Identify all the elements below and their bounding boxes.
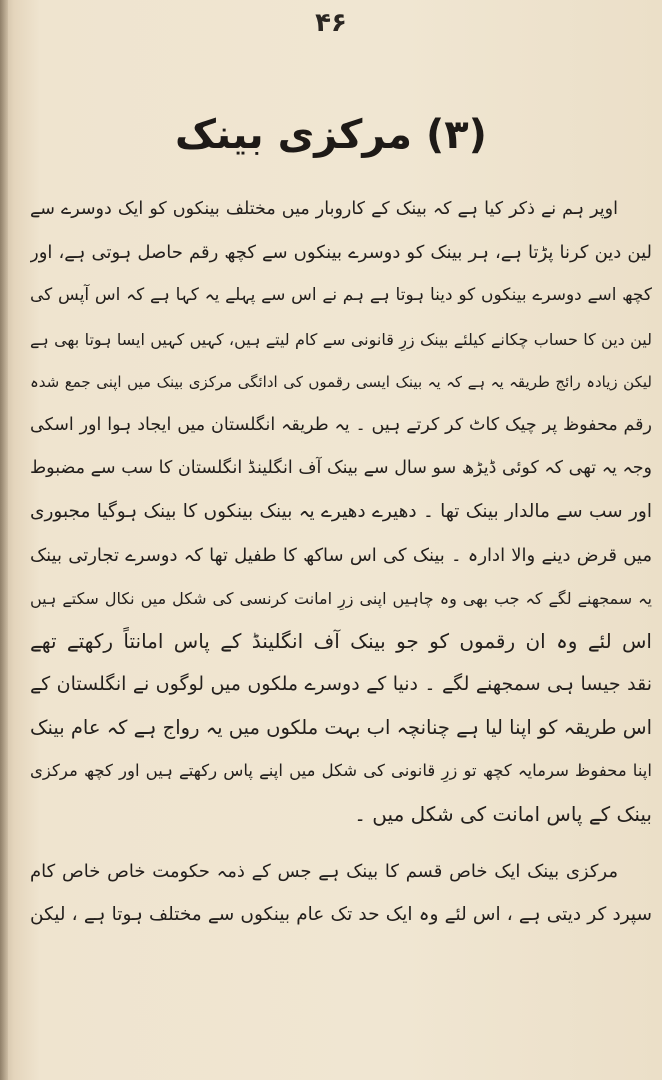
chapter-title: (۳) مرکزی بینک — [175, 112, 487, 158]
text-line: نقد جیسا ہی سمجھنے لگے ۔ دنیا کے دوسرے ملکوں میں لوگوں نے انگلستان کے — [30, 673, 652, 696]
text-line: میں قرض دینے والا ادارہ ۔ بینک کی اس ساکھ کا طفیل تھا کہ دوسرے تجارتی بینک — [30, 544, 652, 566]
text-line: سپرد کر دیتی ہے ، اس لئے وہ ایک حد تک عام بینکوں سے مختلف ہوتا ہے ، لیکن — [30, 904, 652, 925]
body-text — [30, 188, 652, 936]
text-line: لیکن زیادہ رائج طریقہ یہ ہے کہ یہ بینک ایسی رقموں کی ادائگی مرکزی بینک میں اپنی جمع شدہ — [30, 372, 652, 391]
text-line: لین دین کا حساب چکانے کیلئے بینک زرِ قانونی سے کام لیتے ہیں، کہیں کہیں ایسا ہوتا بھی ہے — [30, 329, 652, 349]
text-line: اس لئے وہ ان رقموں کو جو بینک آف انگلینڈ کے پاس امانتاً رکھتے تھے — [30, 628, 652, 653]
text-line: اوپر ہم نے ذکر کیا ہے کہ بینک کے کاروبار میں مختلف بینکوں کو ایک دوسرے سے — [30, 199, 618, 219]
text-line: لین دین کرنا پڑتا ہے، ہر بینک کو دوسرے بینکوں سے کچھ رقم حاصل ہوتی ہے، اور — [30, 242, 652, 264]
text-line: بینک کے پاس امانت کی شکل میں ۔ — [354, 801, 652, 826]
text-line: کچھ اسے دوسرے بینکوں کو دینا ہوتا ہے ہم نے اس سے پہلے یہ کہا ہے کہ اس آپس کی — [30, 285, 652, 306]
page-spine-shadow — [0, 0, 8, 1080]
paragraph — [30, 188, 652, 836]
text-line: رقم محفوظ پر چیک کاٹ کر کرتے ہیں ۔ یہ طریقہ انگلستان میں ایجاد ہوا اور اسکی — [30, 414, 652, 435]
text-line: اپنا محفوظ سرمایہ کچھ تو زرِ قانونی کی شکل میں اپنے پاس رکھتے ہیں اور کچھ مرکزی — [30, 761, 652, 781]
text-line: یہ سمجھنے لگے کہ جب بھی وہ چاہیں اپنی زرِ امانت کرنسی کی شکل میں نکال سکتے ہیں — [30, 588, 652, 608]
paragraph — [30, 850, 652, 936]
text-line: اس طریقہ کو اپنا لیا ہے چنانچہ اب بہت ملکوں میں یہ رواج ہے کہ عام بینک — [30, 716, 652, 740]
page-number: ۴۶ — [315, 8, 347, 38]
text-line: وجہ یہ تھی کہ کوئی ڈیڑھ سو سال سے بینک آف انگلینڈ انگلستان کا سب سے مضبوط — [30, 458, 652, 479]
text-line: مرکزی بینک ایک خاص قسم کا بینک ہے جس کے ذمہ حکومت خاص خاص کام — [30, 860, 618, 882]
text-line: اور سب سے مالدار بینک تھا ۔ دھیرے دھیرے یہ بینک بینکوں کا بینک ہوگیا مجبوری — [30, 501, 652, 523]
